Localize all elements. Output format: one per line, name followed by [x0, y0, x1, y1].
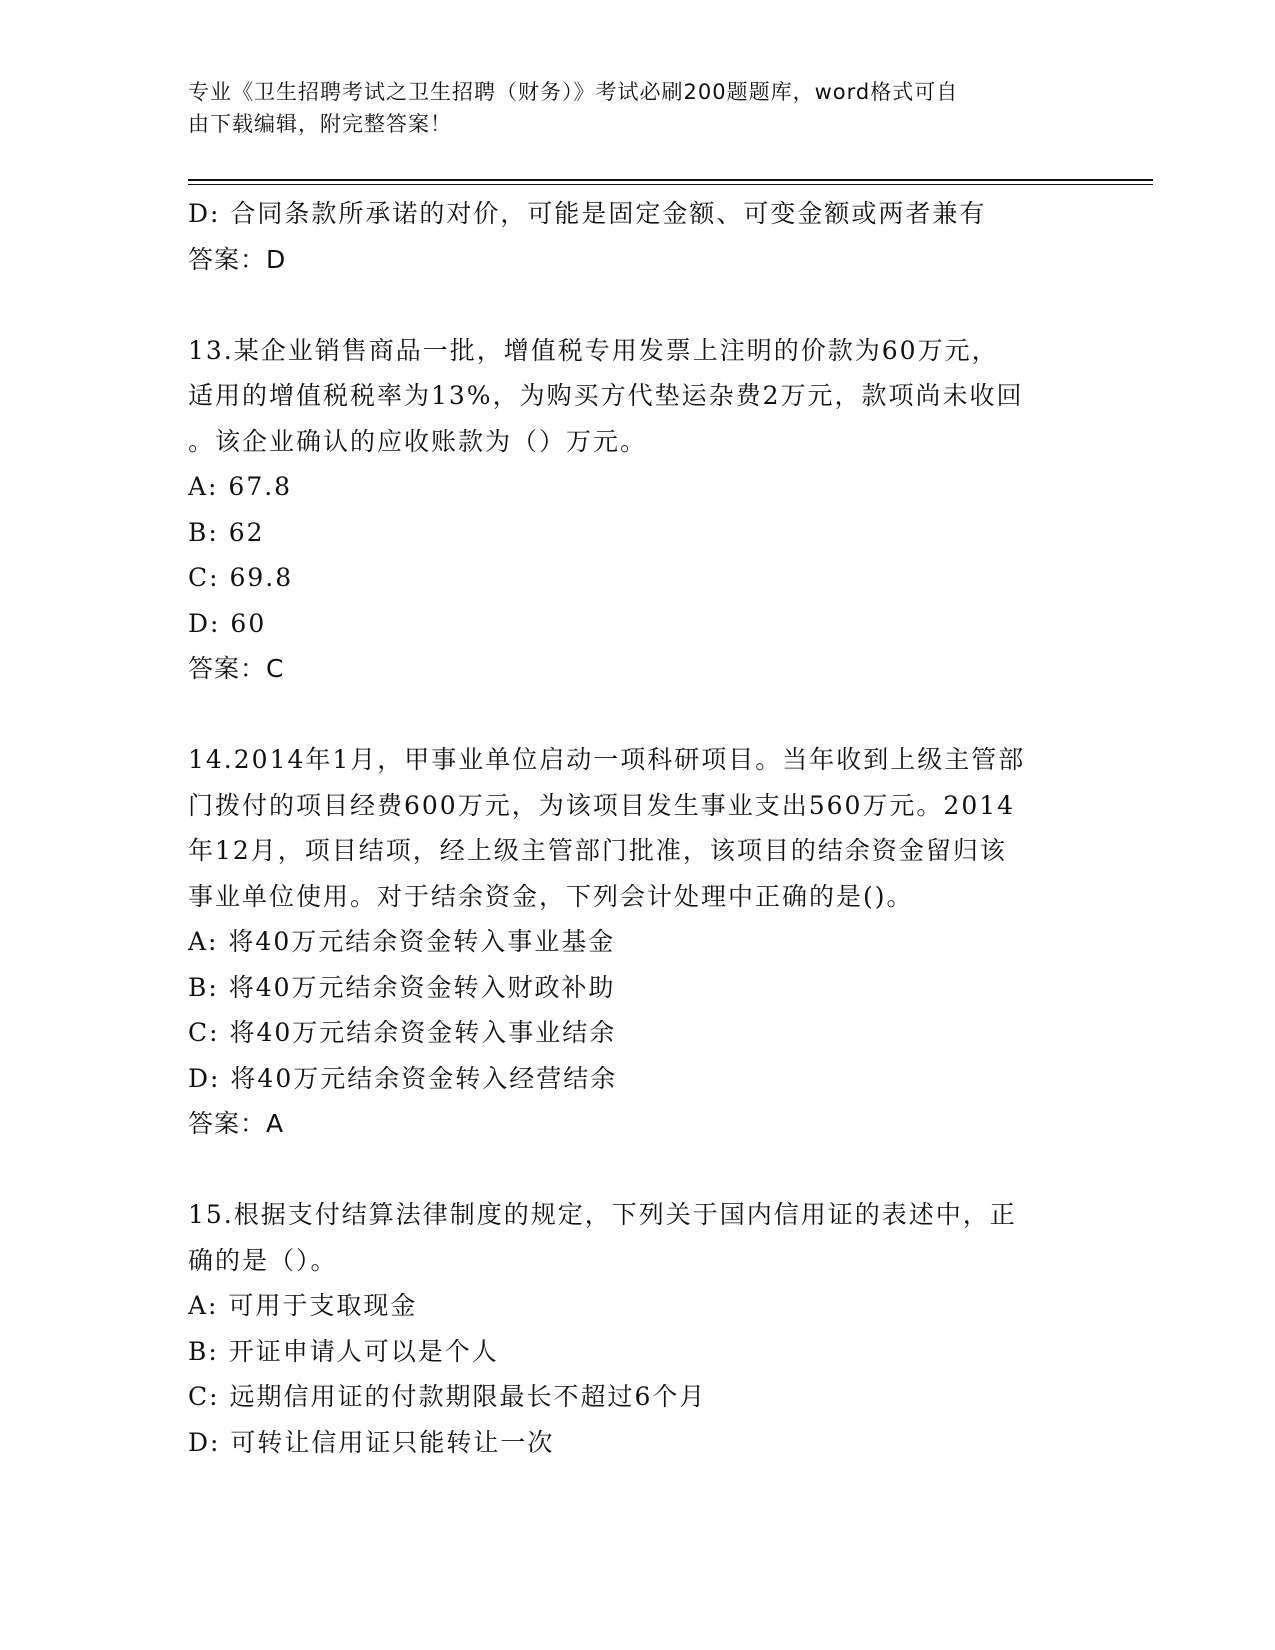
question-stem-line: 事业单位使用。对于结余资金，下列会计处理中正确的是()。	[188, 881, 914, 911]
option-c: C: 69.8	[188, 563, 294, 592]
header-rule-thin	[188, 184, 1153, 185]
option-a: A: 将40万元结余资金转入事业基金	[188, 927, 616, 956]
option-c: C: 远期信用证的付款期限最长不超过6个月	[188, 1382, 707, 1411]
option-b: B: 开证申请人可以是个人	[188, 1336, 499, 1366]
question-stem-line: 13.某企业销售商品一批，增值税专用发票上注明的价款为60万元，	[188, 335, 999, 365]
header-line-2: 由下载编辑，附完整答案！	[188, 112, 452, 136]
header-line-1: 专业《卫生招聘考试之卫生招聘（财务）》考试必刷200题题库，word格式可自	[188, 80, 959, 104]
option-a: A: 可用于支取现金	[188, 1291, 418, 1320]
question-stem-line: 15.根据支付结算法律制度的规定，下列关于国内信用证的表述中，正	[188, 1200, 1017, 1229]
question-stem-line: 。该企业确认的应收账款为（）万元。	[188, 426, 648, 456]
answer-line: 答案：A	[188, 1109, 285, 1138]
question-stem-line: 14.2014年1月，甲事业单位启动一项科研项目。当年收到上级主管部	[188, 745, 1026, 774]
question-stem-line: 确的是（）。	[188, 1245, 338, 1275]
option-d: D: 可转让信用证只能转让一次	[188, 1427, 555, 1457]
option-c: C: 将40万元结余资金转入事业结余	[188, 1018, 617, 1047]
option-b: B: 将40万元结余资金转入财政补助	[188, 972, 616, 1002]
option-b: B: 62	[188, 517, 265, 547]
answer-line: 答案：C	[188, 654, 285, 683]
question-stem-line: 年12月，项目结项，经上级主管部门批准，该项目的结余资金留归该	[188, 836, 1007, 865]
spacer	[188, 282, 1088, 328]
option-a: A: 67.8	[188, 472, 293, 501]
answer-line: 答案：D	[188, 244, 287, 274]
question-13	[188, 328, 1088, 692]
question-stem-line: 适用的增值税税率为13%，为购买方代垫运杂费2万元，款项尚未收回	[188, 381, 1024, 410]
header-rule-thick	[188, 179, 1153, 181]
option-d: D: 60	[188, 608, 267, 638]
question-15	[188, 1192, 1088, 1465]
spacer	[188, 1147, 1088, 1193]
question-content	[188, 191, 1088, 1465]
option-d: D: 合同条款所承诺的对价，可能是固定金额、可变金额或两者兼有	[188, 199, 987, 228]
question-14	[188, 737, 1088, 1147]
spacer	[188, 692, 1088, 738]
document-header	[188, 76, 1068, 140]
prev-question-tail	[188, 191, 1088, 282]
question-stem-line: 门拨付的项目经费600万元，为该项目发生事业支出560万元。2014	[188, 790, 1016, 820]
option-d: D: 将40万元结余资金转入经营结余	[188, 1063, 618, 1093]
